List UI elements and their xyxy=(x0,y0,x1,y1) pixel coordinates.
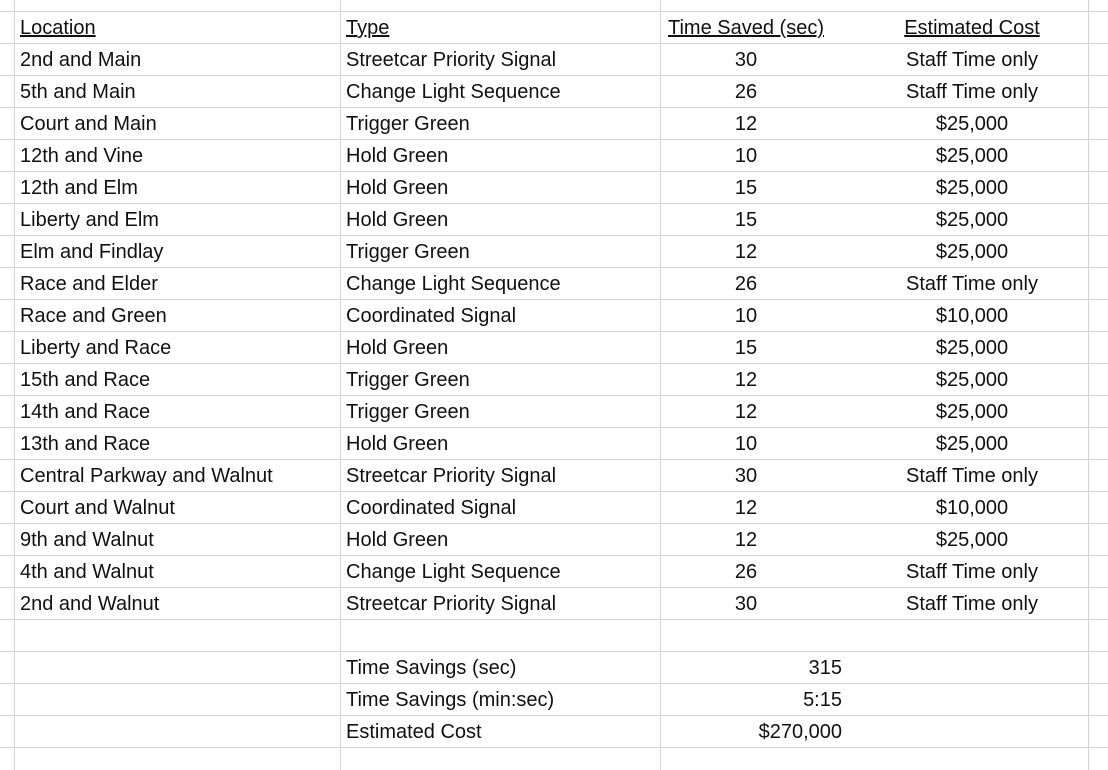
cell-location[interactable]: 15th and Race xyxy=(20,369,151,391)
table-row xyxy=(0,140,1108,172)
cell-location[interactable]: Liberty and Elm xyxy=(20,209,159,231)
cell-location[interactable]: 13th and Race xyxy=(20,433,151,455)
table-row xyxy=(0,268,1108,300)
cell-time-saved[interactable]: 12 xyxy=(734,113,758,135)
cell-type[interactable]: Hold Green xyxy=(346,337,449,359)
cell-location[interactable]: 5th and Main xyxy=(20,81,136,103)
cell-time-saved[interactable]: 26 xyxy=(734,273,758,295)
cell-type[interactable]: Change Light Sequence xyxy=(346,81,561,103)
cell-estimated-cost[interactable]: Staff Time only xyxy=(906,593,1038,615)
header-type[interactable]: Type xyxy=(346,17,390,39)
table-row xyxy=(0,428,1108,460)
cell-time-saved[interactable]: 15 xyxy=(734,337,758,359)
summary-row xyxy=(0,716,1108,748)
table-row xyxy=(0,492,1108,524)
cell-type[interactable]: Hold Green xyxy=(346,433,449,455)
header-time-saved[interactable]: Time Saved (sec) xyxy=(668,17,824,39)
cell-estimated-cost[interactable]: $25,000 xyxy=(935,241,1009,263)
cell-time-saved[interactable]: 15 xyxy=(734,209,758,231)
cell-estimated-cost[interactable]: $25,000 xyxy=(935,145,1009,167)
cell-type[interactable]: Change Light Sequence xyxy=(346,561,561,583)
cell-time-saved[interactable]: 12 xyxy=(734,529,758,551)
table-row xyxy=(0,460,1108,492)
cell-type[interactable]: Trigger Green xyxy=(346,113,470,135)
summary-row xyxy=(0,652,1108,684)
cell-type[interactable]: Hold Green xyxy=(346,177,449,199)
table-row xyxy=(0,236,1108,268)
cell-type[interactable]: Hold Green xyxy=(346,209,449,231)
summary-value[interactable]: $270,000 xyxy=(758,721,842,743)
cell-time-saved[interactable]: 12 xyxy=(734,369,758,391)
summary-label[interactable]: Time Savings (min:sec) xyxy=(346,689,555,711)
cell-location[interactable]: Race and Green xyxy=(20,305,167,327)
cell-location[interactable]: 14th and Race xyxy=(20,401,151,423)
summary-value[interactable]: 5:15 xyxy=(803,689,842,711)
cell-time-saved[interactable]: 30 xyxy=(734,593,758,615)
cell-estimated-cost[interactable]: $10,000 xyxy=(935,305,1009,327)
cell-location[interactable]: 12th and Elm xyxy=(20,177,138,199)
summary-label[interactable]: Time Savings (sec) xyxy=(346,657,517,679)
table-row xyxy=(0,396,1108,428)
table-row xyxy=(0,172,1108,204)
summary-label[interactable]: Estimated Cost xyxy=(346,721,482,743)
cell-type[interactable]: Trigger Green xyxy=(346,369,470,391)
cell-type[interactable]: Change Light Sequence xyxy=(346,273,561,295)
cell-type[interactable]: Trigger Green xyxy=(346,241,470,263)
cell-location[interactable]: 2nd and Main xyxy=(20,49,142,71)
table-row xyxy=(0,556,1108,588)
cell-estimated-cost[interactable]: Staff Time only xyxy=(906,561,1038,583)
cell-location[interactable]: Liberty and Race xyxy=(20,337,172,359)
cell-type[interactable]: Hold Green xyxy=(346,145,449,167)
cell-estimated-cost[interactable]: Staff Time only xyxy=(906,465,1038,487)
header-location[interactable]: Location xyxy=(20,17,96,39)
cell-estimated-cost[interactable]: $25,000 xyxy=(935,113,1009,135)
header-estimated-cost[interactable]: Estimated Cost xyxy=(904,17,1040,39)
table-row xyxy=(0,76,1108,108)
cell-estimated-cost[interactable]: $25,000 xyxy=(935,177,1009,199)
cell-time-saved[interactable]: 12 xyxy=(734,497,758,519)
cell-time-saved[interactable]: 12 xyxy=(734,241,758,263)
cell-type[interactable]: Streetcar Priority Signal xyxy=(346,49,557,71)
table-row xyxy=(0,108,1108,140)
table-row xyxy=(0,524,1108,556)
table-row xyxy=(0,204,1108,236)
cell-location[interactable]: Race and Elder xyxy=(20,273,158,295)
table-row xyxy=(0,44,1108,76)
summary-row xyxy=(0,684,1108,716)
cell-type[interactable]: Trigger Green xyxy=(346,401,470,423)
cell-estimated-cost[interactable]: $25,000 xyxy=(935,529,1009,551)
cell-time-saved[interactable]: 30 xyxy=(734,49,758,71)
cell-time-saved[interactable]: 30 xyxy=(734,465,758,487)
table-row xyxy=(0,364,1108,396)
cell-location[interactable]: Central Parkway and Walnut xyxy=(20,465,273,487)
cell-location[interactable]: Court and Main xyxy=(20,113,157,135)
cell-time-saved[interactable]: 10 xyxy=(734,145,758,167)
cell-estimated-cost[interactable]: $25,000 xyxy=(935,401,1009,423)
cell-estimated-cost[interactable]: $25,000 xyxy=(935,337,1009,359)
cell-location[interactable]: 2nd and Walnut xyxy=(20,593,160,615)
cell-time-saved[interactable]: 26 xyxy=(734,81,758,103)
cell-location[interactable]: 9th and Walnut xyxy=(20,529,154,551)
table-row xyxy=(0,332,1108,364)
cell-time-saved[interactable]: 26 xyxy=(734,561,758,583)
cell-location[interactable]: 4th and Walnut xyxy=(20,561,154,583)
summary-value[interactable]: 315 xyxy=(808,657,842,679)
header-row xyxy=(0,12,1108,44)
cell-estimated-cost[interactable]: $25,000 xyxy=(935,209,1009,231)
cell-location[interactable]: 12th and Vine xyxy=(20,145,144,167)
cell-time-saved[interactable]: 15 xyxy=(734,177,758,199)
cell-time-saved[interactable]: 10 xyxy=(734,433,758,455)
cell-type[interactable]: Hold Green xyxy=(346,529,449,551)
cell-location[interactable]: Court and Walnut xyxy=(20,497,175,519)
cell-estimated-cost[interactable]: $10,000 xyxy=(935,497,1009,519)
cell-type[interactable]: Streetcar Priority Signal xyxy=(346,593,557,615)
table-row xyxy=(0,588,1108,620)
cell-location[interactable]: Elm and Findlay xyxy=(20,241,164,263)
cell-type[interactable]: Streetcar Priority Signal xyxy=(346,465,557,487)
cell-estimated-cost[interactable]: Staff Time only xyxy=(906,49,1038,71)
cell-time-saved[interactable]: 10 xyxy=(734,305,758,327)
cell-type[interactable]: Coordinated Signal xyxy=(346,305,517,327)
cell-estimated-cost[interactable]: Staff Time only xyxy=(906,81,1038,103)
cell-estimated-cost[interactable]: Staff Time only xyxy=(906,273,1038,295)
cell-type[interactable]: Coordinated Signal xyxy=(346,497,517,519)
cell-time-saved[interactable]: 12 xyxy=(734,401,758,423)
table-row xyxy=(0,300,1108,332)
cell-estimated-cost[interactable]: $25,000 xyxy=(935,369,1009,391)
cell-estimated-cost[interactable]: $25,000 xyxy=(935,433,1009,455)
